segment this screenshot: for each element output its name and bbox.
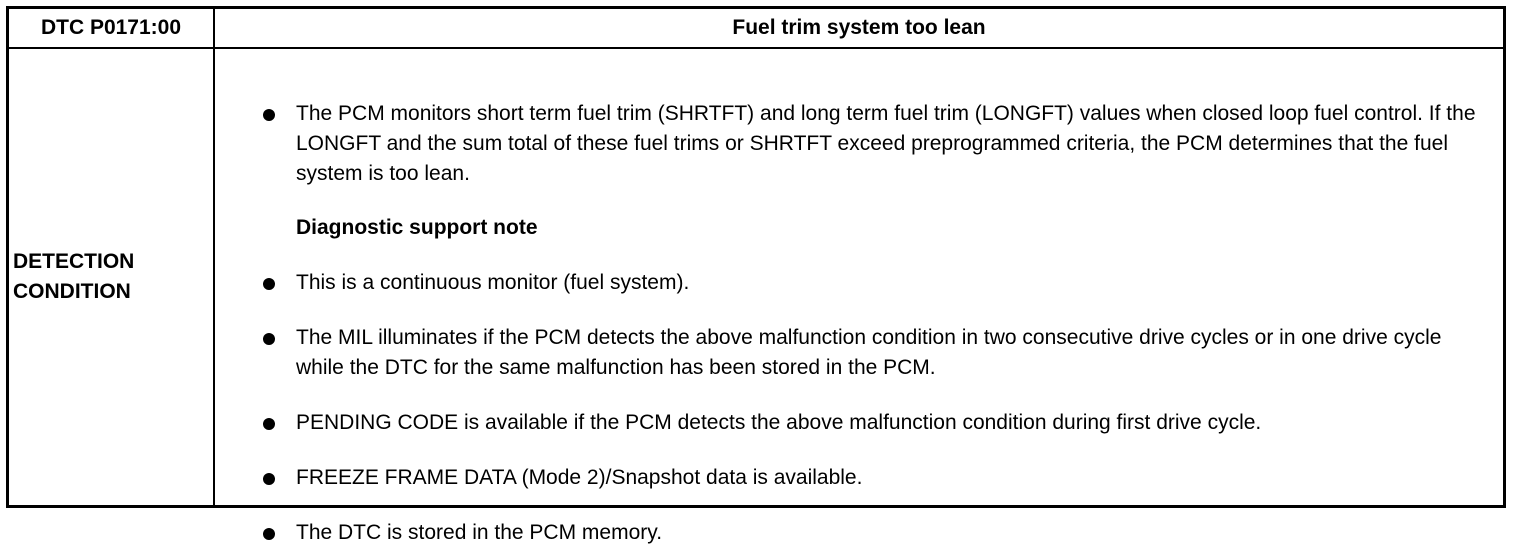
note-text: PENDING CODE is available if the PCM detects the above malfunction condition during first drive cycle. xyxy=(296,411,1262,434)
bullet-icon xyxy=(263,268,296,298)
dtc-code-header: DTC P0171:00 xyxy=(9,9,215,49)
bullet-icon xyxy=(263,463,296,493)
bullet-icon xyxy=(263,518,296,548)
note-item xyxy=(263,518,1483,548)
dtc-table xyxy=(6,6,1506,544)
note-text: The DTC is stored in the PCM memory. xyxy=(296,521,663,544)
note-item xyxy=(263,408,1483,438)
detection-condition-content xyxy=(215,49,1503,544)
note-text: FREEZE FRAME DATA (Mode 2)/Snapshot data is available. xyxy=(296,466,863,489)
diagnostic-support-note-heading: Diagnostic support note xyxy=(296,216,538,239)
note-text: This is a continuous monitor (fuel system). xyxy=(296,271,690,294)
bullet-icon xyxy=(263,99,296,189)
note-text: The MIL illuminates if the PCM detects the above malfunction condition in two consecutive drive cycles or in one drive cycle while the DTC for the same malfunction has been stored in the PCM. xyxy=(296,326,1442,379)
bullet-icon xyxy=(263,408,296,438)
detection-condition-label: DETECTION CONDITION xyxy=(9,49,215,505)
intro-item xyxy=(263,99,1483,189)
dtc-title-header: Fuel trim system too lean xyxy=(215,9,1503,49)
note-item xyxy=(263,323,1483,383)
bullet-icon xyxy=(263,323,296,383)
note-item xyxy=(263,463,1483,493)
intro-text: The PCM monitors short term fuel trim (SHRTFT) and long term fuel trim (LONGFT) values when closed loop fuel control. If the LONGFT and the sum total of these fuel trims or SHRTFT exceed preprogrammed criteria, the PCM determines that the fuel system is too lean. xyxy=(296,102,1476,185)
note-item xyxy=(263,268,1483,298)
